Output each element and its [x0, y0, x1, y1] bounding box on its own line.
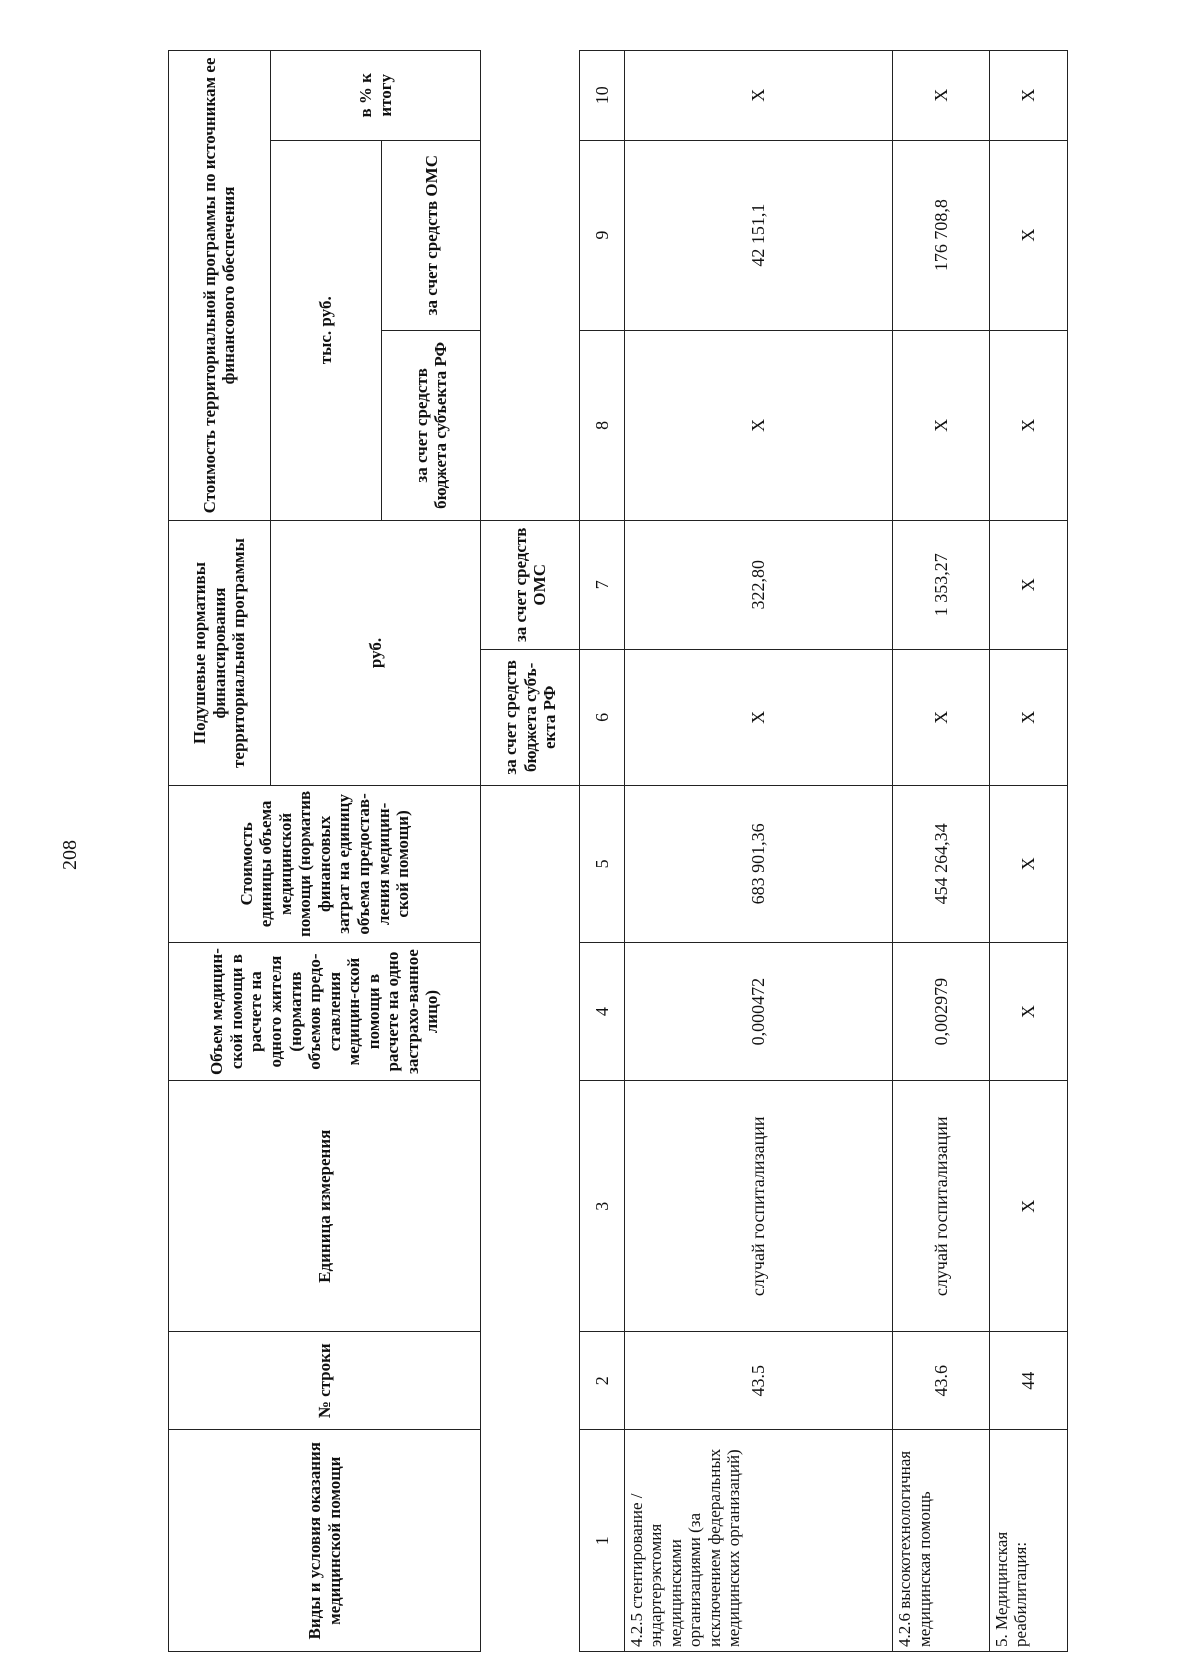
row-cost-oms: 176 708,8 [893, 140, 989, 330]
row-volume: 0,000472 [624, 942, 893, 1081]
row-unit-cost: 683 901,36 [624, 786, 893, 943]
row-per-capita-budget: Х [893, 649, 989, 785]
header-per-capita-oms: за счет средств ОМС [481, 520, 580, 649]
column-number: 9 [580, 140, 624, 330]
column-number: 5 [580, 786, 624, 943]
rotated-table-container [168, 50, 1068, 1652]
row-per-capita-budget: Х [624, 649, 893, 785]
row-cost-oms: 42 151,1 [624, 140, 893, 330]
header-per-capita-unit: руб. [270, 520, 481, 785]
row-line-number: 43.6 [893, 1332, 989, 1430]
row-unit: Х [989, 1081, 1067, 1332]
row-percent: Х [624, 51, 893, 141]
table-row [893, 51, 989, 1652]
row-cost-budget: Х [624, 330, 893, 520]
header-per-capita-group: Подушевые нормативы финансирования территориальной программы [169, 520, 271, 785]
header-volume: Объем медицин-ской помощи в расчете на одного жителя (норматив объемов предо-ставления медицин-ской помощи в расчете на одно застрахо-ванное лицо) [169, 942, 481, 1081]
row-volume: Х [989, 942, 1067, 1081]
medical-care-cost-table [168, 50, 1068, 1652]
column-numbers-row [580, 51, 624, 1652]
row-percent: Х [893, 51, 989, 141]
header-program-cost-group: Стоимость территориальной программы по источникам ее финансового обеспечения [169, 51, 271, 521]
row-cost-oms: Х [989, 140, 1067, 330]
row-name: 4.2.6 высокотехнологичная медицинская помощь [893, 1430, 989, 1652]
header-per-capita-budget: за счет средств бюджета субъ-екта РФ [481, 649, 580, 785]
row-line-number: 43.5 [624, 1332, 893, 1430]
header-percent-of-total: в % к итогу [270, 51, 481, 141]
row-name: 4.2.5 стентирование / эндартерэктомия медицинскими организациями (за исключением федеральных медицинских организаций) [624, 1430, 893, 1652]
header-unit: Единица измерения [169, 1081, 481, 1332]
row-line-number: 44 [989, 1332, 1067, 1430]
row-unit-cost: 454 264,34 [893, 786, 989, 943]
row-per-capita-budget: Х [989, 649, 1067, 785]
header-cost-oms: за счет средств ОМС [382, 140, 481, 330]
row-cost-budget: Х [989, 330, 1067, 520]
header-care-type: Виды и условия оказания медицинской помощи [169, 1430, 481, 1652]
header-unit-cost: Стоимость единицы объема медицинской помощи (норматив финансовых затрат на единицу объема предостав-ления медицин-ской помощи) [169, 786, 481, 943]
row-unit: случай госпитализации [893, 1081, 989, 1332]
table-row [624, 51, 893, 1652]
column-number: 2 [580, 1332, 624, 1430]
column-number: 7 [580, 520, 624, 649]
page-number: 208 [59, 840, 81, 870]
column-number: 8 [580, 330, 624, 520]
column-number: 1 [580, 1430, 624, 1652]
table-row [989, 51, 1067, 1652]
column-number: 6 [580, 649, 624, 785]
row-per-capita-oms: 1 353,27 [893, 520, 989, 649]
row-name: 5. Медицинская реабилитация: [989, 1430, 1067, 1652]
header-cost-budget: за счет средств бюджета субъекта РФ [382, 330, 481, 520]
row-per-capita-oms: 322,80 [624, 520, 893, 649]
row-unit-cost: Х [989, 786, 1067, 943]
header-line-number: № строки [169, 1332, 481, 1430]
row-cost-budget: Х [893, 330, 989, 520]
row-unit: случай госпитализации [624, 1081, 893, 1332]
column-number: 3 [580, 1081, 624, 1332]
row-volume: 0,002979 [893, 942, 989, 1081]
column-number: 4 [580, 942, 624, 1081]
column-number: 10 [580, 51, 624, 141]
header-cost-unit: тыс. руб. [270, 140, 382, 520]
row-percent: Х [989, 51, 1067, 141]
row-per-capita-oms: Х [989, 520, 1067, 649]
